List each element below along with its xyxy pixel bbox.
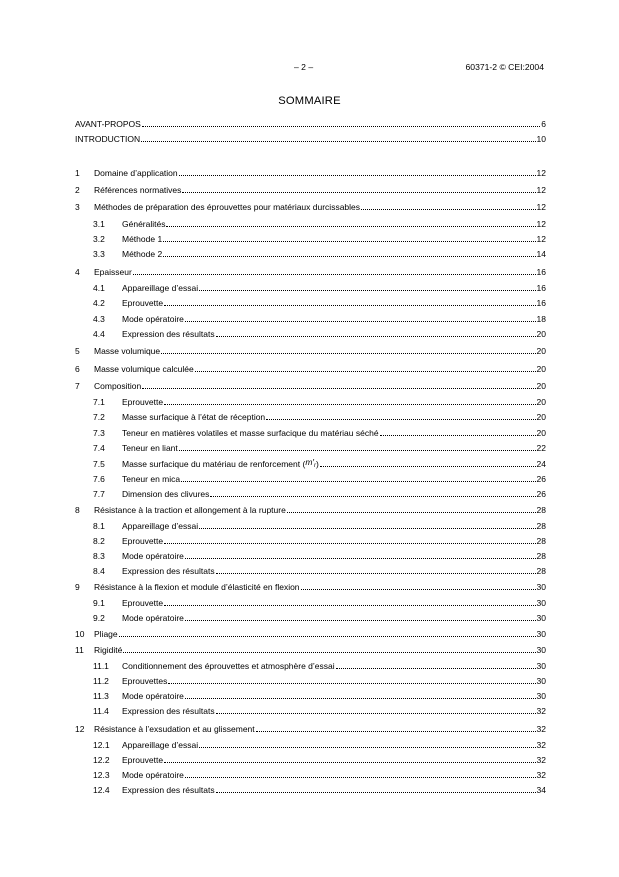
toc-entry-title: Eprouvette xyxy=(122,397,164,407)
toc-entry-number: 4.1 xyxy=(93,283,105,293)
toc-entry-page: 30 xyxy=(536,691,546,701)
toc-entry[interactable] xyxy=(75,266,546,277)
toc-entry-number: 9 xyxy=(75,582,80,592)
dot-leader xyxy=(164,761,535,763)
toc-entry[interactable] xyxy=(75,769,546,780)
dot-leader xyxy=(216,712,536,714)
formula-symbol: m′ xyxy=(305,457,314,467)
toc-entry-title: Epaisseur xyxy=(94,267,132,277)
toc-entry-number: 11 xyxy=(75,645,84,655)
toc-entry-page: 20 xyxy=(536,428,546,438)
dot-leader xyxy=(287,511,536,513)
dot-leader xyxy=(320,465,536,467)
toc-entry-number: 7 xyxy=(75,381,80,391)
toc-entry-page: 20 xyxy=(536,364,546,374)
dot-leader xyxy=(141,140,535,142)
toc-entry-page: 6 xyxy=(541,119,546,129)
toc-entry-page: 20 xyxy=(536,381,546,391)
dot-leader xyxy=(199,527,535,529)
toc-entry[interactable] xyxy=(75,690,546,701)
toc-entry[interactable] xyxy=(75,118,546,129)
toc-entry[interactable] xyxy=(75,739,546,750)
toc-entry-title: Masse volumique calculée xyxy=(94,364,194,374)
document-reference: 60371-2 © CEI:2004 xyxy=(465,62,544,72)
dot-leader xyxy=(266,418,535,420)
toc-entry-title: Conditionnement des éprouvettes et atmosphère d’essai xyxy=(122,661,335,671)
toc-entry-title: Résistance à la flexion et module d’élasticité en flexion xyxy=(94,582,300,592)
toc-entry[interactable] xyxy=(75,313,546,324)
toc-entry-page: 26 xyxy=(536,489,546,499)
toc-entry-title: Domaine d’application xyxy=(94,168,178,178)
toc-entry[interactable] xyxy=(75,535,546,546)
dot-leader xyxy=(164,304,535,306)
toc-entry-title: AVANT-PROPOS xyxy=(75,119,141,129)
dot-leader xyxy=(161,352,535,354)
toc-entry[interactable] xyxy=(75,167,546,178)
dot-leader xyxy=(185,697,536,699)
dot-leader xyxy=(179,174,536,176)
dot-leader xyxy=(164,604,535,606)
toc-entry[interactable] xyxy=(75,488,546,499)
toc-entry-page: 28 xyxy=(536,551,546,561)
dot-leader xyxy=(181,480,535,482)
toc-entry[interactable] xyxy=(75,644,546,655)
toc-entry-title: Généralités xyxy=(122,219,166,229)
toc-entry-number: 10 xyxy=(75,629,85,639)
toc-entry-number: 7.2 xyxy=(93,412,105,422)
toc-entry-title: Eprouvette xyxy=(122,598,164,608)
toc-entry-page: 12 xyxy=(536,168,546,178)
toc-title: SOMMAIRE xyxy=(278,95,341,107)
toc-entry-page: 12 xyxy=(536,185,546,195)
toc-entry[interactable] xyxy=(75,784,546,795)
toc-entry-title: Dimension des clivures xyxy=(122,489,210,499)
toc-entry-page: 30 xyxy=(536,645,546,655)
toc-entry-title: Appareillage d’essai xyxy=(122,521,199,531)
dot-leader xyxy=(336,667,536,669)
toc-entry[interactable] xyxy=(75,628,546,639)
toc-entry-number: 3 xyxy=(75,202,80,212)
toc-entry-number: 12.1 xyxy=(93,740,110,750)
dot-leader xyxy=(361,208,536,210)
toc-entry-number: 11.4 xyxy=(93,706,109,716)
toc-entry-page: 28 xyxy=(536,536,546,546)
toc-entry-title: Eprouvette xyxy=(122,536,164,546)
toc-entry-number: 1 xyxy=(75,168,80,178)
dot-leader xyxy=(185,776,536,778)
dot-leader xyxy=(216,335,536,337)
toc-entry-title: Eprouvette xyxy=(122,298,164,308)
toc-entry-formula xyxy=(305,457,316,469)
toc-entry[interactable] xyxy=(75,184,546,195)
toc-entry-number: 4.4 xyxy=(93,329,105,339)
toc-entry-title: Teneur en mica xyxy=(122,474,181,484)
toc-entry-number: 11.1 xyxy=(93,661,109,671)
toc-entry-number: 8.4 xyxy=(93,566,105,576)
toc-entry-page: 22 xyxy=(536,443,546,453)
toc-entry-page: 12 xyxy=(536,202,546,212)
dot-leader xyxy=(185,557,536,559)
toc-entry-number: 7.1 xyxy=(93,397,105,407)
toc-entry-page: 12 xyxy=(536,234,546,244)
page-number: – 2 – xyxy=(294,62,314,72)
toc-entry-page: 32 xyxy=(536,755,546,765)
toc-entry-title: Résistance à la traction et allongement à la rupture xyxy=(94,505,286,515)
dot-leader xyxy=(164,403,535,405)
toc-entry-page: 14 xyxy=(536,249,546,259)
toc-entry-title: Expression des résultats xyxy=(122,329,215,339)
toc-entry-page: 30 xyxy=(536,613,546,623)
toc-entry-page: 10 xyxy=(536,134,546,144)
toc-entry-page: 28 xyxy=(536,566,546,576)
toc-entry-number: 3.3 xyxy=(93,249,105,259)
dot-leader xyxy=(380,434,536,436)
toc-entry-number: 12.2 xyxy=(93,755,110,765)
dot-leader xyxy=(199,746,535,748)
toc-entry[interactable] xyxy=(75,504,546,515)
toc-entry-title: Mode opératoire xyxy=(122,613,184,623)
toc-entry-page: 16 xyxy=(536,283,546,293)
dot-leader xyxy=(166,225,535,227)
toc-entry[interactable] xyxy=(75,328,546,339)
toc-entry[interactable] xyxy=(75,458,546,469)
dot-leader xyxy=(168,682,535,684)
toc-entry-title: Masse volumique xyxy=(94,346,161,356)
dot-leader xyxy=(142,387,535,389)
toc-entry[interactable] xyxy=(75,363,546,374)
toc-entry[interactable] xyxy=(75,550,546,561)
toc-entry-number: 9.1 xyxy=(93,598,105,608)
toc-entry-number: 3.2 xyxy=(93,234,105,244)
toc-entry-title: Références normatives xyxy=(94,185,182,195)
toc-entry-number: 4 xyxy=(75,267,80,277)
toc-entry[interactable] xyxy=(75,248,546,259)
toc-entry[interactable] xyxy=(75,442,546,453)
toc-entry[interactable] xyxy=(75,345,546,356)
dot-leader xyxy=(256,730,536,732)
toc-entry[interactable] xyxy=(75,675,546,686)
toc-entry-title: Masse surfacique du matériau de renforcement ( xyxy=(122,459,306,469)
toc-entry-title: Méthodes de préparation des éprouvettes pour matériaux durcissables xyxy=(94,202,361,212)
toc-entry-number: 7.6 xyxy=(93,474,105,484)
toc-entry-page: 32 xyxy=(536,740,546,750)
toc-entry-title: Eprouvette xyxy=(122,755,164,765)
toc-entry-number: 12.3 xyxy=(93,770,110,780)
toc-entry-number: 4.2 xyxy=(93,298,105,308)
toc-entry-page: 16 xyxy=(536,298,546,308)
toc-entry-title: Mode opératoire xyxy=(122,691,184,701)
toc-entry[interactable] xyxy=(75,411,546,422)
toc-entry-page: 30 xyxy=(536,676,546,686)
toc-entry-page: 30 xyxy=(536,661,546,671)
toc-entry[interactable] xyxy=(75,754,546,765)
toc-entry-title: Mode opératoire xyxy=(122,551,184,561)
toc-entry-number: 8 xyxy=(75,505,80,515)
toc-entry-suffix: ) xyxy=(316,459,319,469)
toc-entry[interactable] xyxy=(75,660,546,671)
toc-entry-number: 7.3 xyxy=(93,428,105,438)
toc-entry-page: 32 xyxy=(536,706,546,716)
toc-entry-number: 7.4 xyxy=(93,443,105,453)
toc-entry-title: Résistance à l’exsudation et au glissement xyxy=(94,724,255,734)
toc-entry[interactable] xyxy=(75,723,546,734)
toc-entry[interactable] xyxy=(75,218,546,229)
toc-entry-title: Appareillage d’essai xyxy=(122,283,199,293)
toc-entry-page: 28 xyxy=(536,505,546,515)
toc-entry-page: 34 xyxy=(536,785,546,795)
toc-entry-title: Mode opératoire xyxy=(122,770,184,780)
toc-entry-number: 7.7 xyxy=(93,489,105,499)
page-header xyxy=(0,62,619,74)
toc-entry-page: 20 xyxy=(536,329,546,339)
toc-entry-page: 12 xyxy=(536,219,546,229)
toc-entry-page: 24 xyxy=(536,459,546,469)
toc-entry-title: Expression des résultats xyxy=(122,706,215,716)
toc-entry-title: Composition xyxy=(94,381,142,391)
dot-leader xyxy=(123,651,535,653)
toc-entry[interactable] xyxy=(75,233,546,244)
toc-entry[interactable] xyxy=(75,297,546,308)
toc-entry-page: 18 xyxy=(536,314,546,324)
toc-entry-number: 11.2 xyxy=(93,676,109,686)
toc-entry-title: Teneur en matières volatiles et masse surfacique du matériau séché xyxy=(122,428,379,438)
toc-entry-number: 8.2 xyxy=(93,536,105,546)
toc-entry-page: 28 xyxy=(536,521,546,531)
toc-entry-number: 8.3 xyxy=(93,551,105,561)
toc-entry-title: Méthode 1 xyxy=(122,234,163,244)
toc-entry-page: 20 xyxy=(536,412,546,422)
toc-entry[interactable] xyxy=(75,520,546,531)
toc-entry[interactable] xyxy=(75,581,546,592)
dot-leader xyxy=(163,240,535,242)
toc-entry-page: 20 xyxy=(536,397,546,407)
toc-entry-number: 11.3 xyxy=(93,691,109,701)
toc-entry-page: 16 xyxy=(536,267,546,277)
dot-leader xyxy=(185,320,536,322)
toc-entry-title: Méthode 2 xyxy=(122,249,163,259)
toc-entry-title: Pliage xyxy=(94,629,118,639)
toc-entry-number: 2 xyxy=(75,185,80,195)
toc-entry[interactable] xyxy=(75,396,546,407)
dot-leader xyxy=(301,588,536,590)
toc-entry-number: 5 xyxy=(75,346,80,356)
toc-entry-title: Mode opératoire xyxy=(122,314,184,324)
toc-entry-title: INTRODUCTION xyxy=(75,134,141,144)
dot-leader xyxy=(119,635,536,637)
dot-leader xyxy=(185,619,536,621)
toc-entry-number: 7.5 xyxy=(93,459,105,469)
toc-entry-page: 32 xyxy=(536,724,546,734)
toc-entry-page: 30 xyxy=(536,598,546,608)
dot-leader xyxy=(182,191,535,193)
dot-leader xyxy=(216,791,536,793)
toc-entry-number: 12 xyxy=(75,724,85,734)
toc-entry-number: 9.2 xyxy=(93,613,105,623)
dot-leader xyxy=(210,495,535,497)
toc-entry-number: 12.4 xyxy=(93,785,110,795)
dot-leader xyxy=(163,255,535,257)
toc-entry-number: 6 xyxy=(75,364,80,374)
toc-entry-page: 30 xyxy=(536,582,546,592)
dot-leader xyxy=(133,273,536,275)
toc-entry[interactable] xyxy=(75,612,546,623)
toc-entry-page: 32 xyxy=(536,770,546,780)
toc-entry-title: Rigidité xyxy=(94,645,123,655)
toc-entry-page: 26 xyxy=(536,474,546,484)
dot-leader xyxy=(142,125,540,127)
toc-entry-title: Expression des résultats xyxy=(122,785,215,795)
toc-entry-number: 3.1 xyxy=(93,219,105,229)
toc-entry[interactable] xyxy=(75,565,546,576)
toc-entry-title: Expression des résultats xyxy=(122,566,215,576)
toc-entry[interactable] xyxy=(75,380,546,391)
formula-subscript: r xyxy=(314,463,316,469)
toc-entry[interactable] xyxy=(75,473,546,484)
toc-entry-number: 8.1 xyxy=(93,521,105,531)
toc-entry-page: 30 xyxy=(536,629,546,639)
dot-leader xyxy=(199,289,535,291)
toc-entry-number: 4.3 xyxy=(93,314,105,324)
dot-leader xyxy=(179,449,536,451)
dot-leader xyxy=(195,370,536,372)
dot-leader xyxy=(216,572,536,574)
dot-leader xyxy=(164,542,535,544)
toc-entry-page: 20 xyxy=(536,346,546,356)
toc-entry-title: Appareillage d’essai xyxy=(122,740,199,750)
toc-entry[interactable] xyxy=(75,133,546,144)
toc-entry[interactable] xyxy=(75,201,546,212)
toc-entry[interactable] xyxy=(75,427,546,438)
toc-entry[interactable] xyxy=(75,282,546,293)
toc-entry-title: Eprouvettes xyxy=(122,676,168,686)
toc-entry-title: Masse surfacique à l’état de réception xyxy=(122,412,266,422)
toc-entry[interactable] xyxy=(75,705,546,716)
toc-entry-title: Teneur en liant xyxy=(122,443,178,453)
toc-entry[interactable] xyxy=(75,597,546,608)
